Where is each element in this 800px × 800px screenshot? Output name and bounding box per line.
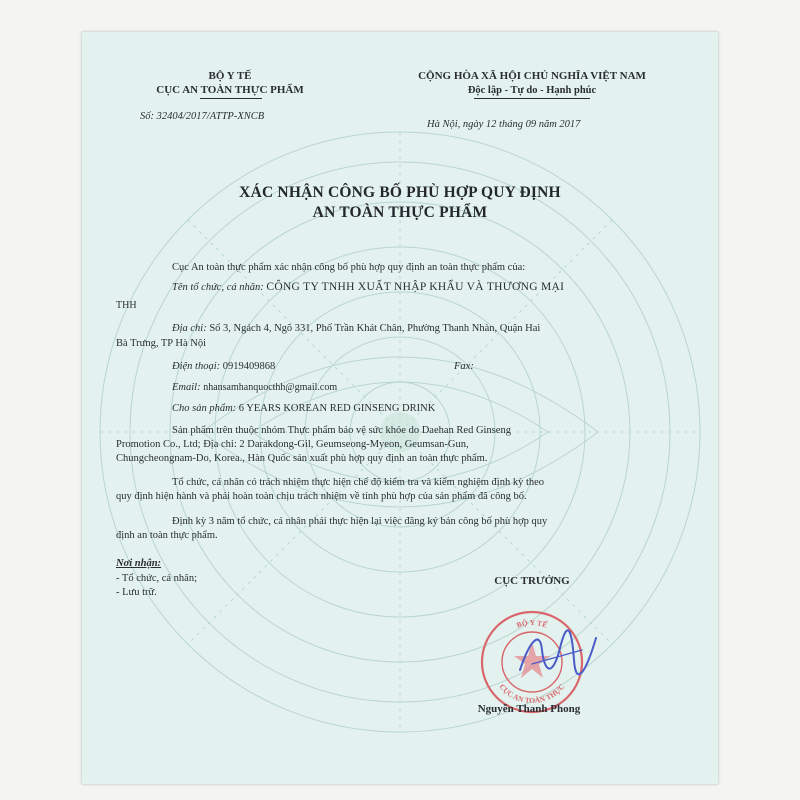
paragraph-1-line2: Promotion Co., Ltd; Địa chỉ: 2 Darakdong-Gil, Geumseong-Myeon, Geumsan-Gun, — [116, 439, 469, 450]
place-date: Hà Nội, ngày 12 tháng 09 năm 2017 — [427, 119, 581, 130]
phone-row — [172, 360, 275, 373]
header-divider-left — [200, 98, 262, 99]
product-row — [172, 402, 435, 415]
email-value: nhansamhanquocthh@gmail.com — [203, 382, 338, 393]
address-value: Số 3, Ngách 4, Ngõ 331, Phố Trần Khát Chân, Phường Thanh Nhàn, Quận Hai — [209, 323, 541, 334]
product-label: Cho sản phẩm: — [172, 403, 237, 414]
country-name: CỘNG HÒA XÃ HỘI CHỦ NGHĨA VIỆT NAM — [418, 70, 646, 82]
national-motto: Độc lập - Tự do - Hạnh phúc — [467, 85, 597, 96]
address-row — [172, 322, 540, 335]
paragraph-2-line1: Tổ chức, cá nhân có trách nhiệm thực hiện chế độ kiểm tra và kiểm nghiệm định kỳ theo — [172, 477, 545, 488]
ministry-name: BỘ Y TẾ — [208, 70, 252, 82]
signer-title: CỤC TRƯỞNG — [494, 575, 570, 587]
document-title-line1: XÁC NHẬN CÔNG BỐ PHÙ HỢP QUY ĐỊNH — [239, 184, 561, 201]
paragraph-3-line1: Định kỳ 3 năm tổ chức, cá nhân phải thực hiện lại việc đăng ký bản công bố phù hợp quy — [172, 516, 548, 527]
org-value: CÔNG TY TNHH XUẤT NHẬP KHẨU VÀ THƯƠNG MẠI — [266, 281, 565, 293]
email-label: Email: — [172, 382, 201, 393]
paragraph-3-line2: định an toàn thực phẩm. — [116, 530, 218, 541]
address-value-cont: Bà Trưng, TP Hà Nội — [116, 338, 206, 349]
seal-text-top: BỘ Y TẾ — [515, 617, 549, 630]
intro-text: Cục An toàn thực phẩm xác nhận công bố phù hợp quy định an toàn thực phẩm của: — [172, 262, 526, 273]
phone-value: 0919409868 — [222, 361, 276, 372]
fax-label: Fax: — [454, 361, 474, 372]
agency-name: CỤC AN TOÀN THỰC PHẨM — [156, 84, 304, 96]
email-row — [172, 381, 337, 394]
product-value: 6 YEARS KOREAN RED GINSENG DRINK — [238, 403, 436, 414]
handwritten-signature — [512, 617, 602, 690]
org-value-cont: THH — [116, 300, 137, 311]
document-number: Số: 32404/2017/ATTP-XNCB — [140, 111, 265, 122]
paragraph-2-line2: quy định hiện hành và phải hoàn toàn chịu trách nhiệm về tính phù hợp của sản phẩm đã công bố. — [116, 491, 527, 502]
document-page — [82, 32, 718, 784]
address-label: Địa chỉ: — [172, 323, 207, 334]
document-title-line2: AN TOÀN THỰC PHẨM — [312, 204, 488, 221]
paragraph-1-line3: Chungcheongnam-Do, Korea., Hàn Quốc sản xuất phù hợp quy định an toàn thực phẩm. — [116, 453, 488, 464]
recipient-item: - Lưu trữ. — [116, 587, 157, 598]
org-label: Tên tổ chức, cá nhân: — [172, 282, 264, 293]
recipients-label: Nơi nhận: — [116, 558, 162, 569]
seal-text-bottom: CỤC AN TOÀN THỰC — [497, 682, 567, 706]
recipient-item: - Tổ chức, cá nhân; — [116, 573, 198, 584]
phone-label: Điện thoại: — [172, 361, 221, 372]
signer-name: Nguyễn Thanh Phong — [477, 703, 581, 715]
paragraph-1-line1: Sản phẩm trên thuộc nhóm Thực phẩm bảo vệ sức khỏe do Daehan Red Ginseng — [172, 425, 511, 436]
header-divider-right — [474, 98, 590, 99]
org-row — [172, 281, 564, 294]
